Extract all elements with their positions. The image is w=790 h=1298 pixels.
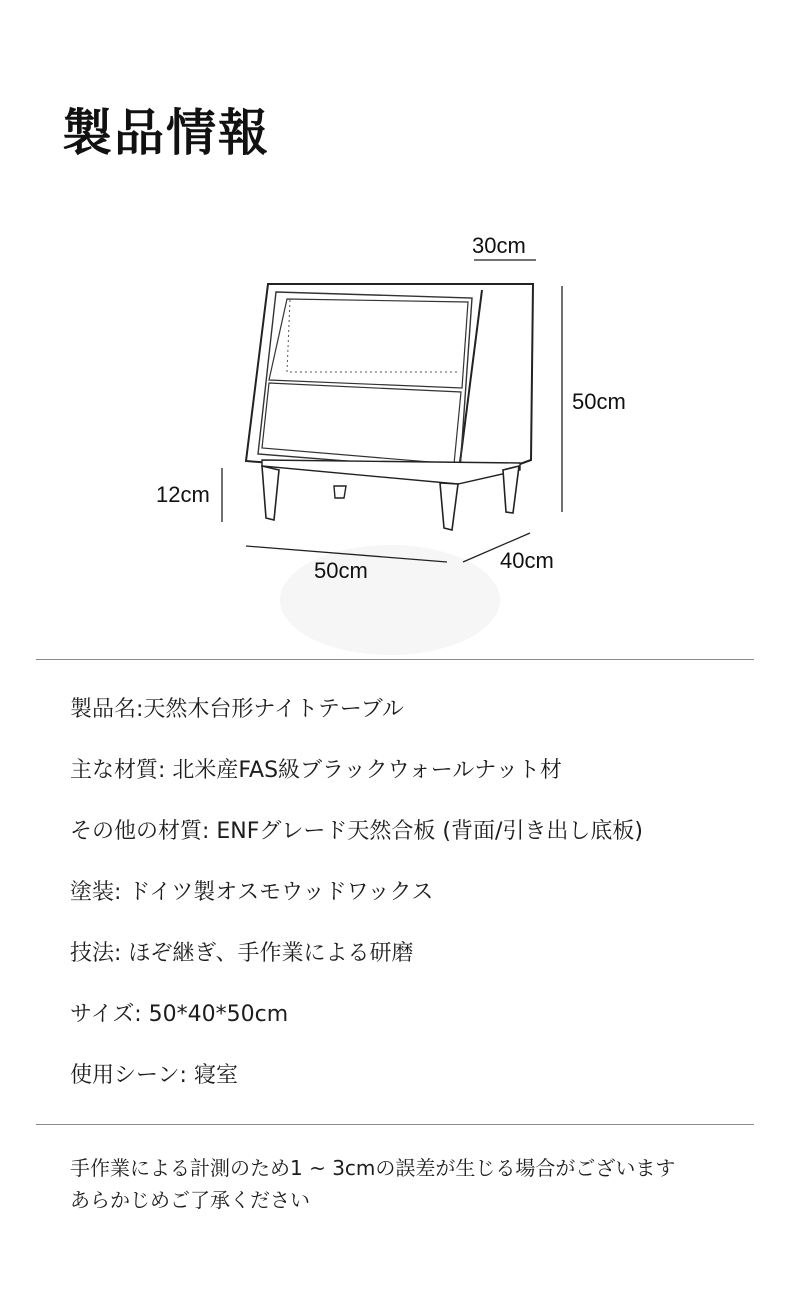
depth-label: 40cm [500, 548, 554, 573]
divider-top [36, 659, 754, 660]
divider-bottom [36, 1124, 754, 1125]
top-depth-label: 30cm [472, 233, 526, 258]
spec-finish: 塗装: ドイツ製オスモウッドワックス [70, 880, 434, 905]
width-label: 50cm [314, 558, 368, 583]
nightstand-drawing [0, 220, 790, 660]
spec-main-material: 主な材質: 北米産FAS級ブラックウォールナット材 [70, 758, 562, 783]
floor-shadow [280, 545, 500, 655]
base-apron [262, 460, 520, 484]
leg-back-left [334, 486, 346, 498]
spec-size: サイズ: 50*40*50cm [70, 1002, 289, 1027]
measurement-note [70, 1152, 750, 1216]
spec-usage: 使用シーン: 寝室 [70, 1063, 238, 1088]
note-line-2: あらかじめご了承ください [70, 1188, 310, 1212]
note-line-1: 手作業による計測のため1 ~ 3cmの誤差が生じる場合がございます [70, 1156, 676, 1180]
spec-product-name: 製品名:天然木台形ナイトテーブル [70, 697, 404, 722]
leg-front-right [440, 483, 458, 530]
leg-height-label: 12cm [156, 482, 210, 507]
page-title: 製品情報 [62, 104, 270, 162]
leg-front-left [262, 466, 279, 520]
height-label: 50cm [572, 389, 626, 414]
leg-back-right [503, 466, 519, 513]
spec-list [70, 694, 643, 1121]
spec-technique: 技法: ほぞ継ぎ、手作業による研磨 [70, 941, 414, 966]
spec-other-material: その他の材質: ENFグレード天然合板 (背面/引き出し底板) [70, 819, 643, 844]
product-dimension-diagram [0, 220, 790, 660]
